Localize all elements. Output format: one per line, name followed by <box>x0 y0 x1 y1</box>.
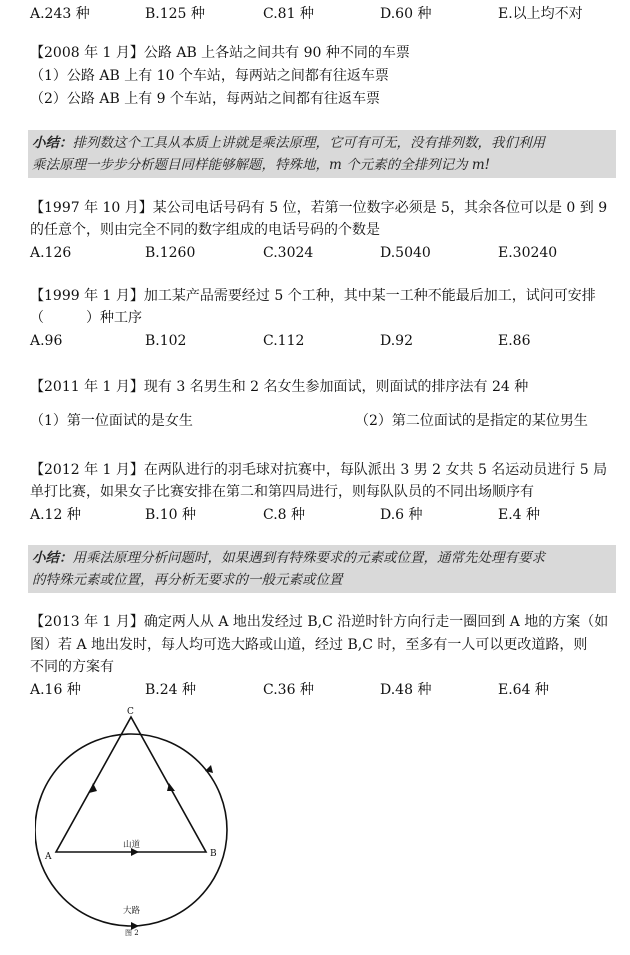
q1-stem: 【2008 年 1 月】公路 AB 上各站之间共有 90 种不同的车票 <box>30 45 410 61</box>
figure-caption: 图 2 <box>125 929 139 937</box>
option-a: A.126 <box>30 245 72 261</box>
summary-box-1 <box>28 130 616 178</box>
option-e: E.86 <box>498 333 531 349</box>
q2-options <box>30 243 630 263</box>
option-d: D.6 种 <box>380 507 423 523</box>
option-a: A.12 种 <box>30 507 81 523</box>
main-road-circle <box>35 734 227 926</box>
option-a: A.96 <box>30 333 63 349</box>
q1-condition-1: （1）公路 AB 上有 10 个车站，每两站之间都有往返车票 <box>30 68 389 84</box>
option-e: E.64 种 <box>498 682 549 698</box>
point-b-label: B <box>210 849 217 859</box>
option-b: B.1260 <box>145 245 196 261</box>
summary-text-line-2: 乘法原理一步步分析题目同样能够解题，特殊地，m 个元素的全排列记为 m! <box>32 157 491 173</box>
q6-line-3: 不同的方案有 <box>30 659 114 675</box>
q3-line-1: 【1999 年 1 月】加工某产品需要经过 5 个工种，其中某一工种不能最后加工，试问可安排 <box>30 288 596 304</box>
summary-box-2 <box>28 545 616 593</box>
q4-condition-2: （2）第二位面试的是指定的某位男生 <box>355 413 588 429</box>
option-e: E.30240 <box>498 245 558 261</box>
q5-line-1: 【2012 年 1 月】在两队进行的羽毛球对抗赛中，每队派出 3 男 2 女共 5 名运动员进行 5 局 <box>30 462 608 478</box>
q5-options <box>30 505 630 525</box>
option-e: E.4 种 <box>498 507 541 523</box>
option-b: B.24 种 <box>145 682 197 698</box>
q3-line-2: （ ）种工序 <box>30 310 142 326</box>
summary-text-line-2: 的特殊元素或位置，再分析无要求的一般元素或位置 <box>32 572 343 588</box>
main-road-label: 大路 <box>123 906 141 916</box>
q1-condition-2: （2）公路 AB 上有 9 个车站，每两站之间都有往返车票 <box>30 91 381 107</box>
q6-options <box>30 680 630 700</box>
route-diagram <box>35 705 255 940</box>
q5-line-2: 单打比赛，如果女子比赛安排在第二和第四局进行，则每队队员的不同出场顺序有 <box>30 484 534 500</box>
q2-line-2: 的任意个，则由完全不同的数字组成的电话号码的个数是 <box>30 222 380 238</box>
option-a: A.243 种 <box>30 6 90 22</box>
option-c: C.8 种 <box>263 507 306 523</box>
point-a-label: A <box>45 852 52 862</box>
summary-label: 小结： <box>32 135 73 151</box>
option-c: C.3024 <box>263 245 314 261</box>
q0-options <box>30 4 630 24</box>
summary-text-line-1: 用乘法原理分析问题时，如果遇到有特殊要求的元素或位置，通常先处理有要求 <box>72 550 545 566</box>
option-b: B.102 <box>145 333 187 349</box>
point-c-label: C <box>127 707 134 717</box>
q3-options <box>30 331 630 351</box>
summary-label: 小结： <box>32 550 73 566</box>
option-c: C.112 <box>263 333 305 349</box>
option-a: A.16 种 <box>30 682 81 698</box>
arrow-icon <box>89 783 97 793</box>
q4-stem: 【2011 年 1 月】现有 3 名男生和 2 名女生参加面试，则面试的排序法有 24 种 <box>30 379 529 395</box>
q6-line-1: 【2013 年 1 月】确定两人从 A 地出发经过 B,C 沿逆时针方向行走一圈回到 A 地的方案（如 <box>30 614 609 630</box>
q2-line-1: 【1997 年 10 月】某公司电话号码有 5 位，若第一位数字必须是 5，其余各位可以是 0 到 9 <box>30 200 608 216</box>
option-c: C.36 种 <box>263 682 314 698</box>
option-d: D.92 <box>380 333 413 349</box>
q6-line-2: 图）若 A 地出发时，每人均可选大路或山道，经过 B,C 时，至多有一人可以更改道路，则 <box>30 637 588 653</box>
mountain-road-label: 山道 <box>123 840 141 850</box>
arrow-icon <box>205 765 213 773</box>
option-d: D.5040 <box>380 245 431 261</box>
option-c: C.81 种 <box>263 6 314 22</box>
option-b: B.125 种 <box>145 6 205 22</box>
option-b: B.10 种 <box>145 507 197 523</box>
mountain-road-triangle <box>56 717 206 852</box>
q4-condition-1: （1）第一位面试的是女生 <box>30 413 193 429</box>
option-e: E.以上均不对 <box>498 6 583 22</box>
summary-text-line-1: 排列数这个工具从本质上讲就是乘法原理，它可有可无，没有排列数，我们利用 <box>72 135 545 151</box>
option-d: D.60 种 <box>380 6 432 22</box>
option-d: D.48 种 <box>380 682 432 698</box>
